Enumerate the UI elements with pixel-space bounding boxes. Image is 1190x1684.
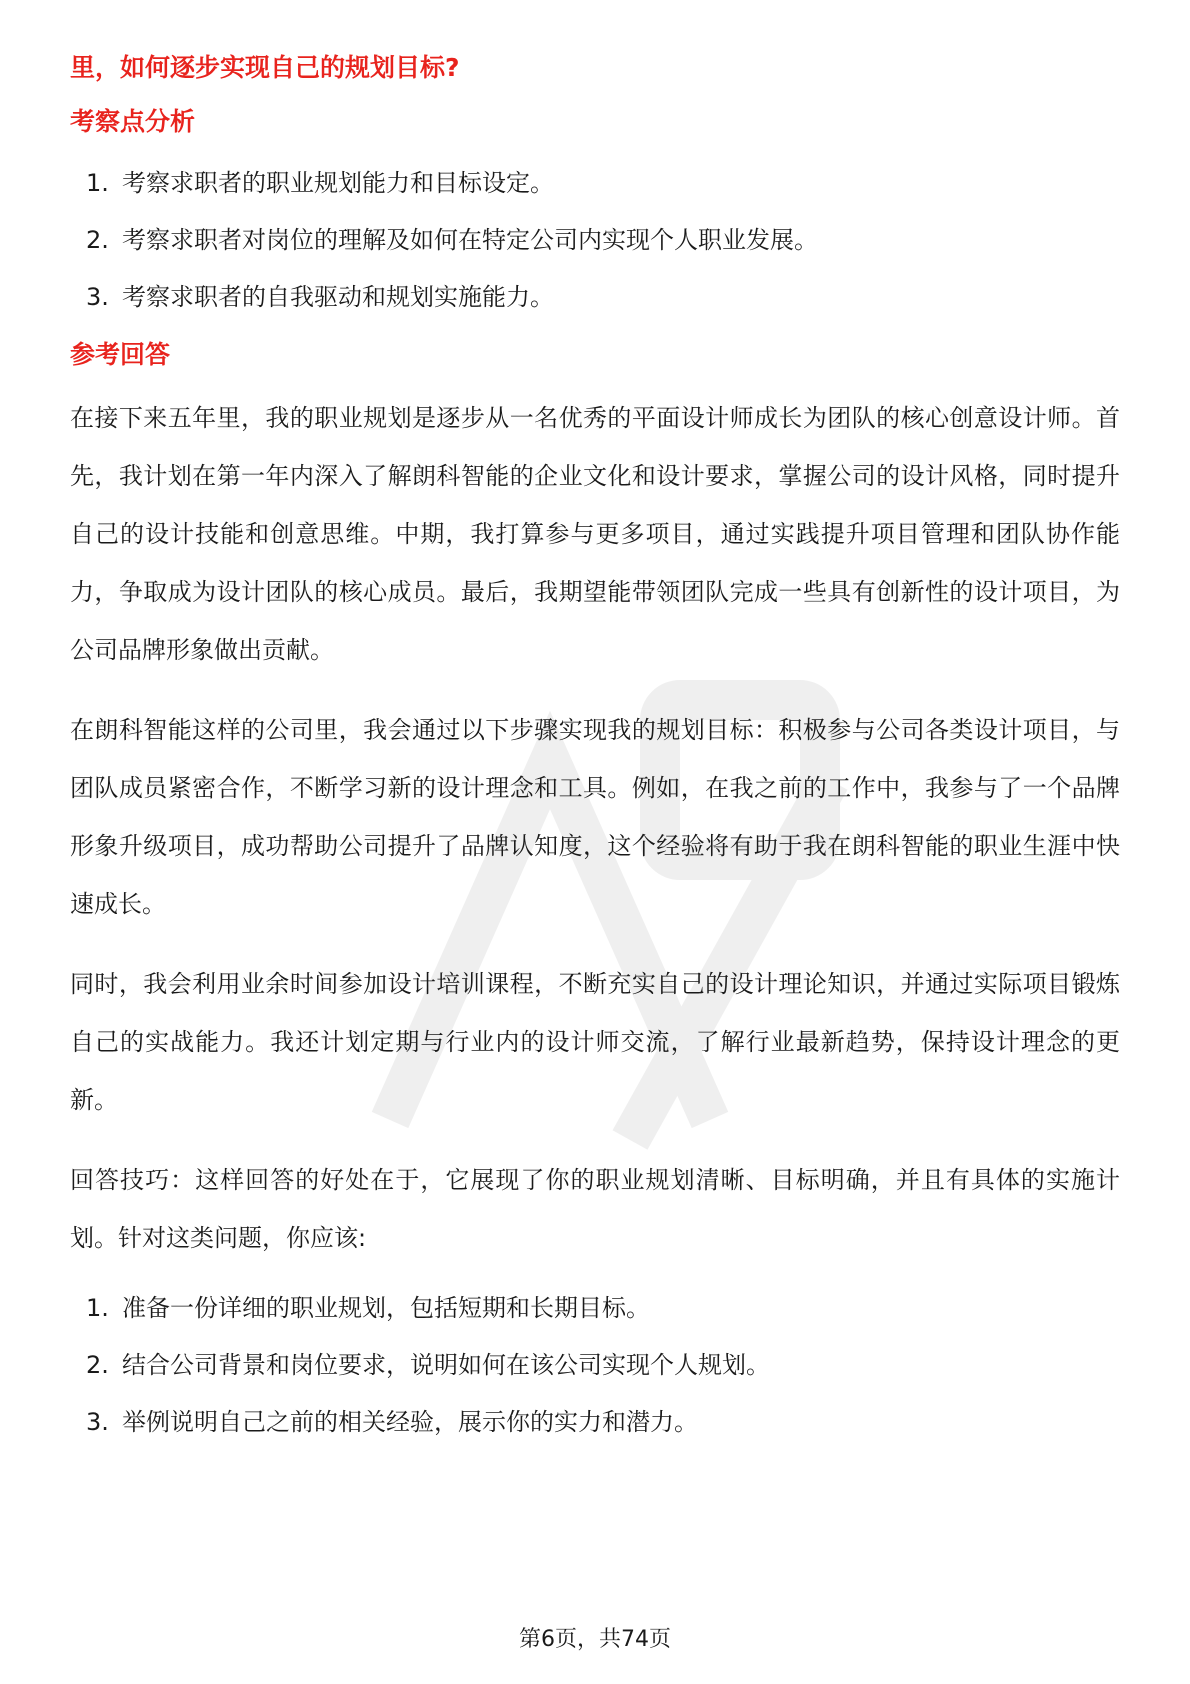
list-item-text: 考察求职者的职业规划能力和目标设定。 bbox=[122, 169, 554, 197]
list-item bbox=[86, 164, 1120, 202]
list-item-text: 结合公司背景和岗位要求，说明如何在该公司实现个人规划。 bbox=[122, 1351, 770, 1379]
analysis-heading: 考察点分析 bbox=[70, 107, 196, 136]
list-item bbox=[86, 221, 1120, 259]
question-tail: 里，如何逐步实现自己的规划目标? bbox=[70, 53, 460, 82]
answer-paragraph-2: 在朗科智能这样的公司里，我会通过以下步骤实现我的规划目标：积极参与公司各类设计项目，与团队成员紧密合作，不断学习新的设计理念和工具。例如，在我之前的工作中，我参与了一个品牌形象升级项目，成功帮助公司提升了品牌认知度，这个经验将有助于我在朗科智能的职业生涯中快速成长。 bbox=[70, 716, 1120, 918]
answer-heading: 参考回答 bbox=[70, 340, 171, 369]
main-content bbox=[70, 48, 1120, 1460]
list-item-text: 准备一份详细的职业规划，包括短期和长期目标。 bbox=[122, 1294, 650, 1322]
tips-list bbox=[70, 1289, 1120, 1441]
list-item bbox=[86, 278, 1120, 316]
list-item-number: 2. bbox=[86, 1351, 109, 1379]
list-item-text: 举例说明自己之前的相关经验，展示你的实力和潜力。 bbox=[122, 1408, 698, 1436]
list-item bbox=[86, 1403, 1120, 1441]
answer-paragraph-1: 在接下来五年里，我的职业规划是逐步从一名优秀的平面设计师成长为团队的核心创意设计师。首先，我计划在第一年内深入了解朗科智能的企业文化和设计要求，掌握公司的设计风格，同时提升自己的设计技能和创意思维。中期，我打算参与更多项目，通过实践提升项目管理和团队协作能力，争取成为设计团队的核心成员。最后，我期望能带领团队完成一些具有创新性的设计项目，为公司品牌形象做出贡献。 bbox=[70, 404, 1120, 664]
list-item-text: 考察求职者对岗位的理解及如何在特定公司内实现个人职业发展。 bbox=[122, 226, 818, 254]
analysis-list bbox=[70, 164, 1120, 316]
list-item-number: 1. bbox=[86, 169, 109, 197]
list-item-number: 2. bbox=[86, 226, 109, 254]
list-item-number: 3. bbox=[86, 283, 109, 311]
answer-tips-intro: 回答技巧：这样回答的好处在于，它展现了你的职业规划清晰、目标明确，并且有具体的实施计划。针对这类问题，你应该: bbox=[70, 1166, 1120, 1252]
list-item bbox=[86, 1289, 1120, 1327]
list-item bbox=[86, 1346, 1120, 1384]
page-footer: 第6页，共74页 bbox=[519, 1627, 671, 1652]
list-item-number: 1. bbox=[86, 1294, 109, 1322]
list-item-number: 3. bbox=[86, 1408, 109, 1436]
list-item-text: 考察求职者的自我驱动和规划实施能力。 bbox=[122, 283, 554, 311]
answer-paragraph-3: 同时，我会利用业余时间参加设计培训课程，不断充实自己的设计理论知识，并通过实际项目锻炼自己的实战能力。我还计划定期与行业内的设计师交流，了解行业最新趋势，保持设计理念的更新。 bbox=[70, 970, 1120, 1114]
